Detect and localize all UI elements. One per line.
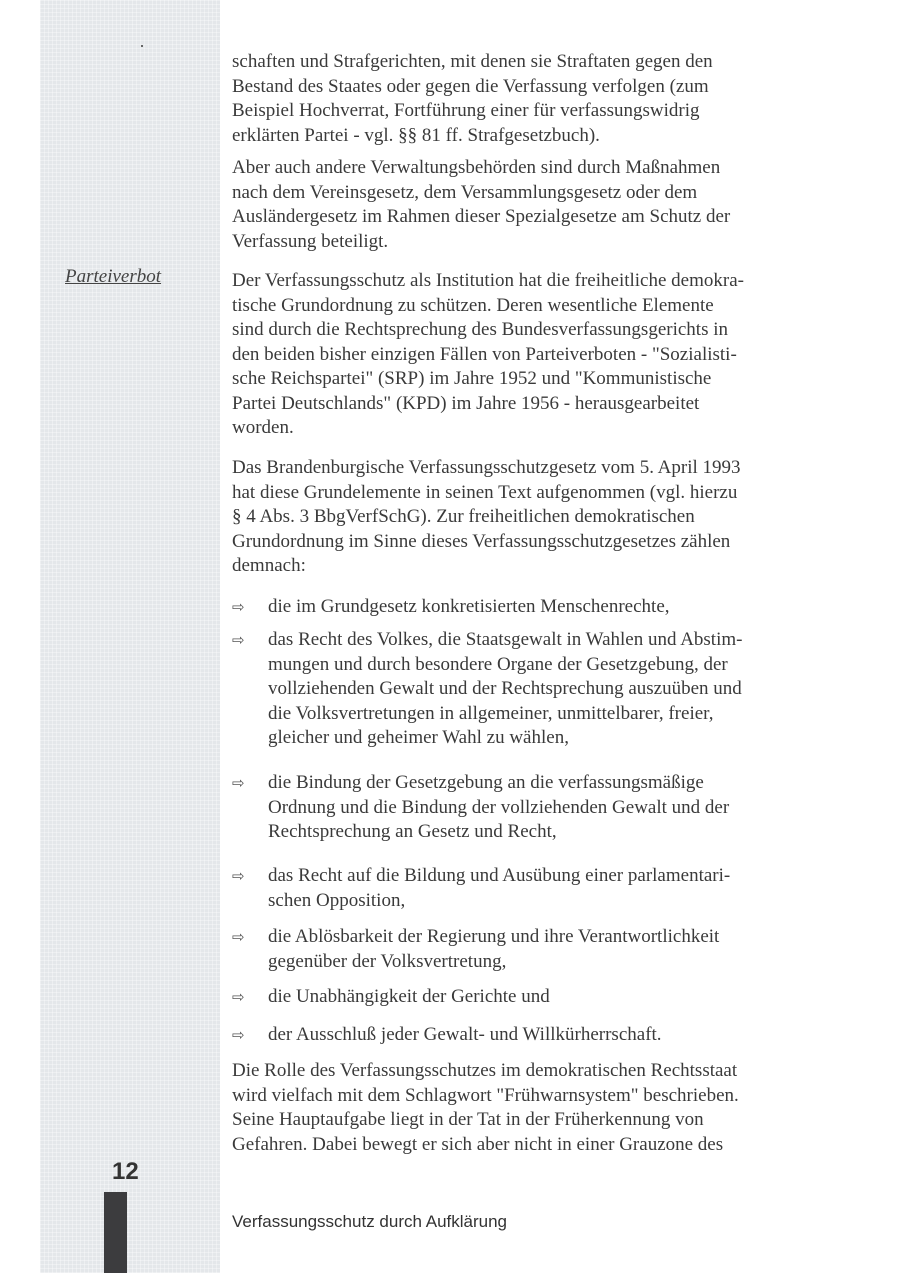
text-line: die Unabhängigkeit der Gerichte und: [268, 986, 550, 1007]
text-line: gleicher und geheimer Wahl zu wählen,: [268, 727, 569, 748]
right-arrow-icon: ⇨: [232, 867, 245, 885]
right-arrow-icon: ⇨: [232, 631, 245, 649]
text-line: das Recht des Volkes, die Staatsgewalt in Wahlen und Abstim-: [268, 629, 743, 650]
text-line: Beispiel Hochverrat, Fortführung einer für verfassungswidrig: [232, 100, 700, 121]
margin-column: [40, 0, 220, 1273]
right-arrow-icon: ⇨: [232, 598, 245, 616]
text-line: den beiden bisher einzigen Fällen von Parteiverboten - "Sozialisti-: [232, 343, 737, 365]
text-line: demnach:: [232, 555, 306, 576]
text-line: worden.: [232, 417, 294, 438]
text-line: Ordnung und die Bindung der vollziehenden Gewalt und der: [268, 796, 730, 818]
text-line: Grundordnung im Sinne dieses Verfassungsschutzgesetzes zählen: [232, 530, 731, 552]
text-line: Gefahren. Dabei bewegt er sich aber nicht in einer Grauzone des: [232, 1133, 724, 1155]
paragraph: [232, 156, 730, 254]
right-arrow-icon: ⇨: [232, 1026, 245, 1044]
text-line: Die Rolle des Verfassungsschutzes im demokratischen Rechtsstaat: [232, 1060, 738, 1081]
text-line: sind durch die Rechtsprechung des Bundesverfassungsgerichts in: [232, 319, 729, 340]
text-line: das Recht auf die Bildung und Ausübung einer parlamentari-: [268, 865, 731, 886]
right-arrow-icon: ⇨: [232, 774, 245, 792]
paragraph: [232, 456, 741, 579]
text-line: nach dem Vereinsgesetz, dem Versammlungsgesetz oder dem: [232, 181, 698, 203]
text-line: sche Reichspartei" (SRP) im Jahre 1952 und "Kommunistische: [232, 368, 712, 389]
text-line: die Ablösbarkeit der Regierung und ihre Verantwortlichkeit: [268, 926, 720, 947]
text-line: Der Verfassungsschutz als Institution hat die freiheitliche demokra-: [232, 270, 744, 291]
paragraph: [232, 50, 713, 148]
text-line: Partei Deutschlands" (KPD) im Jahre 1956 - herausgearbeitet: [232, 392, 700, 414]
page-number: 12: [112, 1158, 139, 1185]
text-line: Verfassung beteiligt.: [232, 230, 389, 252]
right-arrow-icon: ⇨: [232, 928, 245, 946]
text-line: die Volksvertretungen in allgemeiner, unmittelbarer, freier,: [268, 702, 714, 724]
text-line: Ausländergesetz im Rahmen dieser Spezialgesetze am Schutz der: [232, 206, 731, 227]
text-line: vollziehenden Gewalt und der Rechtsprechung auszuüben und: [268, 678, 742, 699]
paragraph: [232, 1059, 739, 1157]
text-line: Bestand des Staates oder gegen die Verfassung verfolgen (zum: [232, 75, 709, 97]
text-line: hat diese Grundelemente in seinen Text aufgenommen (vgl. hierzu: [232, 481, 738, 503]
text-line: tische Grundordnung zu schützen. Deren wesentliche Elemente: [232, 294, 714, 316]
running-footer: Verfassungsschutz durch Aufklärung: [232, 1212, 507, 1231]
text-line: schen Opposition,: [268, 889, 406, 911]
text-line: Aber auch andere Verwaltungsbehörden sind durch Maßnahmen: [232, 157, 721, 178]
margin-note: Parteiverbot: [65, 266, 162, 287]
text-line: § 4 Abs. 3 BbgVerfSchG). Zur freiheitlichen demokratischen: [232, 506, 695, 527]
text-line: erklärten Partei - vgl. §§ 81 ff. Strafgesetzbuch).: [232, 124, 600, 146]
text-line: die Bindung der Gesetzgebung an die verfassungsmäßige: [268, 772, 704, 793]
text-line: wird vielfach mit dem Schlagwort "Frühwarnsystem" beschrieben.: [232, 1084, 739, 1106]
speck: [141, 45, 143, 47]
text-line: der Ausschluß jeder Gewalt- und Willkürherrschaft.: [268, 1024, 662, 1045]
text-line: Seine Hauptaufgabe liegt in der Tat in der Früherkennung von: [232, 1109, 704, 1130]
page-marker-bar: [104, 1192, 127, 1273]
text-line: die im Grundgesetz konkretisierten Menschenrechte,: [268, 596, 670, 617]
text-line: gegenüber der Volksvertretung,: [268, 950, 507, 972]
text-line: Das Brandenburgische Verfassungsschutzgesetz vom 5. April 1993: [232, 457, 741, 478]
text-line: mungen und durch besondere Organe der Gesetzgebung, der: [268, 653, 728, 675]
right-arrow-icon: ⇨: [232, 988, 245, 1006]
text-line: Rechtsprechung an Gesetz und Recht,: [268, 821, 557, 842]
paragraph: [232, 269, 744, 441]
text-line: schaften und Strafgerichten, mit denen sie Straftaten gegen den: [232, 51, 713, 72]
